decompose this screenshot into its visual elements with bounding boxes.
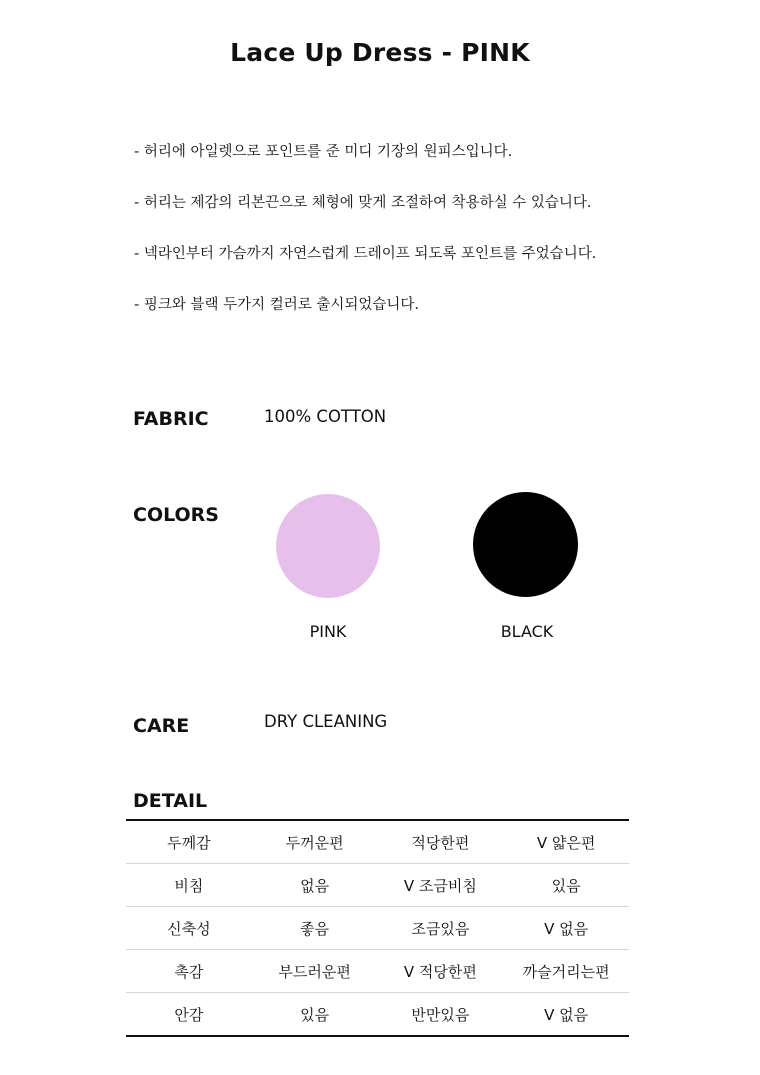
table-row xyxy=(126,864,629,907)
color-swatch-pink xyxy=(276,494,380,598)
table-cell: 없음 xyxy=(252,864,378,907)
fabric-label: FABRIC xyxy=(133,408,209,430)
color-name-black: BLACK xyxy=(500,622,554,641)
color-name-pink: PINK xyxy=(309,622,347,641)
table-cell: 신축성 xyxy=(126,907,252,950)
care-label: CARE xyxy=(133,715,190,737)
table-cell: 있음 xyxy=(503,864,629,907)
fabric-value: 100% COTTON xyxy=(264,407,387,426)
table-cell: 조금있음 xyxy=(378,907,504,950)
table-cell: 좋음 xyxy=(252,907,378,950)
table-row xyxy=(126,820,629,864)
table-cell: V 얇은편 xyxy=(503,820,629,864)
table-cell: 반만있음 xyxy=(411,1005,470,1024)
table-row xyxy=(126,993,629,1037)
table-cell: V 없음 xyxy=(544,1005,589,1024)
table-cell: 안감 xyxy=(174,1005,204,1024)
table-row xyxy=(126,907,629,950)
detail-label: DETAIL xyxy=(133,790,208,812)
care-value: DRY CLEANING xyxy=(264,712,388,731)
table-cell: 두꺼운편 xyxy=(252,820,378,864)
table-cell: V 없음 xyxy=(503,907,629,950)
description-line: - 핑크와 블랙 두가지 컬러로 출시되었습니다. xyxy=(134,297,420,313)
table-cell: 비침 xyxy=(126,864,252,907)
description-line: - 허리는 제감의 리본끈으로 체형에 맞게 조절하여 착용하실 수 있습니다. xyxy=(134,195,592,211)
detail-table xyxy=(126,819,629,1037)
table-cell: 촉감 xyxy=(126,950,252,993)
table-cell: 적당한편 xyxy=(378,820,504,864)
table-cell: 있음 xyxy=(300,1005,330,1024)
color-swatch-black xyxy=(473,492,578,597)
product-title: Lace Up Dress - PINK xyxy=(230,38,530,67)
table-cell: 까슬거리는편 xyxy=(503,950,629,993)
description-line: - 넥라인부터 가슴까지 자연스럽게 드레이프 되도록 포인트를 주었습니다. xyxy=(134,246,597,262)
description-line: - 허리에 아일렛으로 포인트를 준 미디 기장의 원피스입니다. xyxy=(134,144,513,160)
table-cell: V 조금비침 xyxy=(378,864,504,907)
table-cell: 부드러운편 xyxy=(252,950,378,993)
table-cell: V 적당한편 xyxy=(378,950,504,993)
table-row xyxy=(126,950,629,993)
table-cell: 두께감 xyxy=(126,820,252,864)
colors-label: COLORS xyxy=(133,504,219,526)
